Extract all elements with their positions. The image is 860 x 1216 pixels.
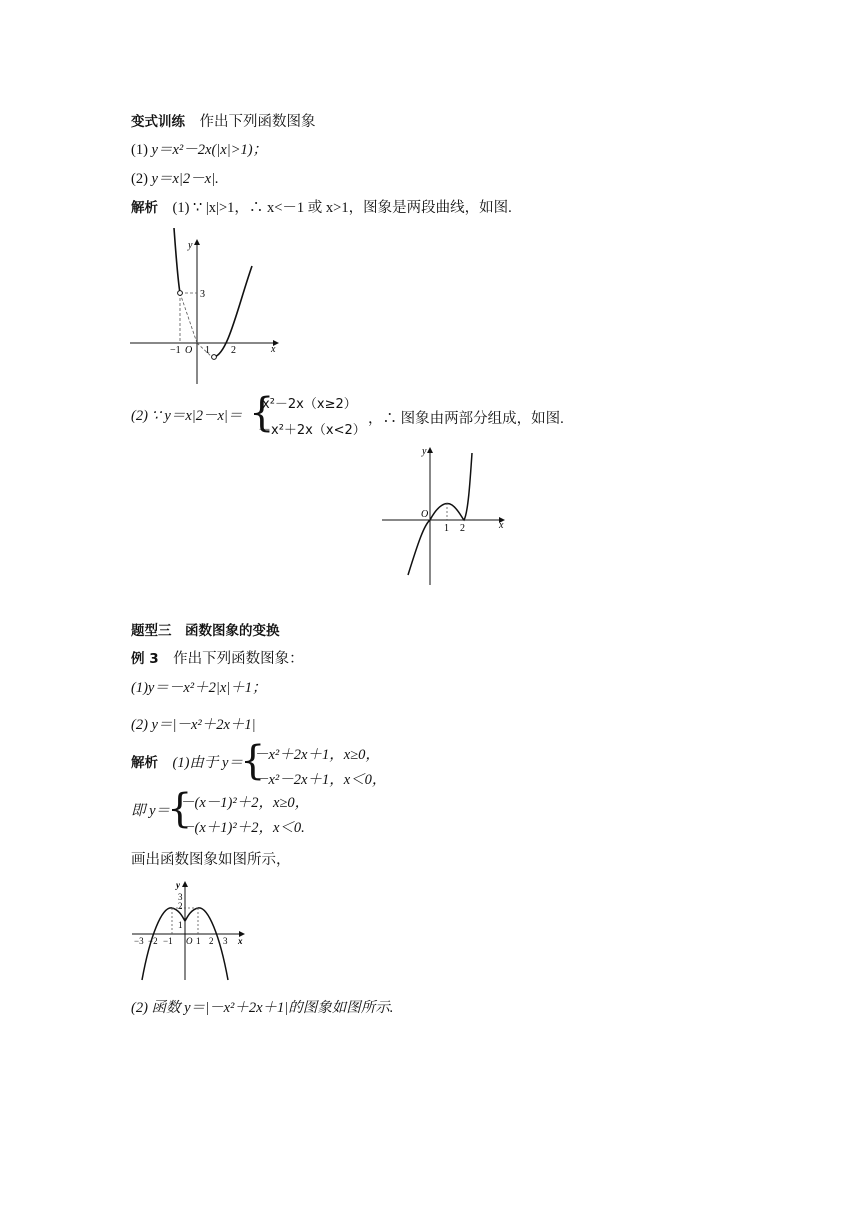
tick-label: 2: [178, 901, 183, 911]
case-row: －x²＋2x＋1，x≥0，: [254, 747, 380, 763]
case-row: －(x－1)²＋2，x≥0，: [180, 795, 310, 811]
solution-text: (2) 函数 y＝|－x²＋2x＋1|的图象如图所示.: [131, 1000, 394, 1016]
graph-1: [128, 226, 288, 386]
tick-label: −2: [148, 936, 158, 946]
variant-solution-2-lead: [131, 407, 242, 425]
example-instruction: 作出下列函数图象：: [173, 651, 304, 667]
tick-label: 2: [231, 345, 236, 356]
example-solution-lead: 即 y＝: [131, 803, 171, 819]
y-axis-label: y: [176, 880, 180, 890]
x-axis-label: x: [271, 344, 276, 355]
variant-problem-2: [131, 170, 219, 188]
example-problem-2: (2) y＝|－x²＋2x＋1|: [131, 717, 256, 733]
x-axis-label: x: [499, 520, 504, 531]
solution-label: 解析: [131, 755, 158, 771]
graph-2: [380, 443, 510, 588]
graph-3: [128, 876, 258, 981]
variant-instruction: 作出下列函数图象: [199, 114, 316, 130]
tick-label: 1: [444, 523, 449, 534]
y-axis-label: y: [422, 446, 427, 457]
problem-expression: y＝x|2－x|.: [151, 171, 219, 187]
case-row: －(x＋1)²＋2，x＜0.: [180, 820, 305, 836]
example-problem-1: (1)y＝－x²＋2|x|＋1；: [131, 680, 267, 696]
x-axis-label: x: [238, 936, 243, 946]
tick-label: 3: [178, 892, 183, 902]
example-label: 例 3: [131, 651, 159, 667]
problem-number: (1): [131, 142, 148, 158]
case-row: －x²－2x＋1，x＜0，: [254, 772, 387, 788]
variant-heading: [131, 113, 316, 131]
brace-glyph: {: [167, 786, 193, 832]
tick-label: 3: [200, 289, 205, 300]
tick-label: 2: [209, 936, 214, 946]
origin-label: O: [185, 345, 193, 356]
solution-text: ，∴ 图象由两部分组成，如图.: [368, 411, 564, 427]
example-solution-2: [131, 999, 393, 1017]
tick-label: 1: [205, 345, 210, 356]
tick-label: 3: [223, 936, 228, 946]
problem-expression: y＝x²－2x(|x|>1)；: [151, 142, 268, 158]
solution-text: (1) ∵ |x|>1，∴ x<－1 或 x>1，图象是两段曲线，如图.: [172, 200, 512, 216]
origin-label: O: [186, 936, 193, 946]
y-axis-label: y: [188, 240, 193, 251]
section-title: 题型三 函数图象的变换: [131, 623, 280, 639]
tick-label: −1: [170, 345, 181, 356]
case-row: x²－2x（x≥2）: [262, 397, 357, 412]
case-row: －x²＋2x（x<2）: [258, 423, 366, 438]
tick-label: 1: [178, 920, 183, 930]
variant-title: 变式训练: [131, 114, 185, 130]
brace-glyph: {: [240, 738, 266, 784]
tick-label: −1: [163, 936, 173, 946]
tick-label: 1: [196, 936, 201, 946]
origin-label: O: [421, 509, 429, 520]
brace-glyph: {: [249, 390, 275, 436]
variant-problem-1: [131, 141, 267, 159]
solution-label: 解析: [131, 200, 158, 216]
tick-label: 2: [460, 523, 465, 534]
problem-number: (2): [131, 171, 148, 187]
tick-label: −3: [134, 936, 144, 946]
solution-text: (2) ∵ y＝x|2－x|＝: [131, 408, 243, 424]
example-solution-lead: [131, 754, 243, 772]
draw-text: 画出函数图象如图所示，: [131, 852, 291, 868]
solution-text: (1)由于 y＝: [172, 755, 243, 771]
variant-solution-1: [131, 199, 512, 217]
example-heading: [131, 650, 304, 668]
